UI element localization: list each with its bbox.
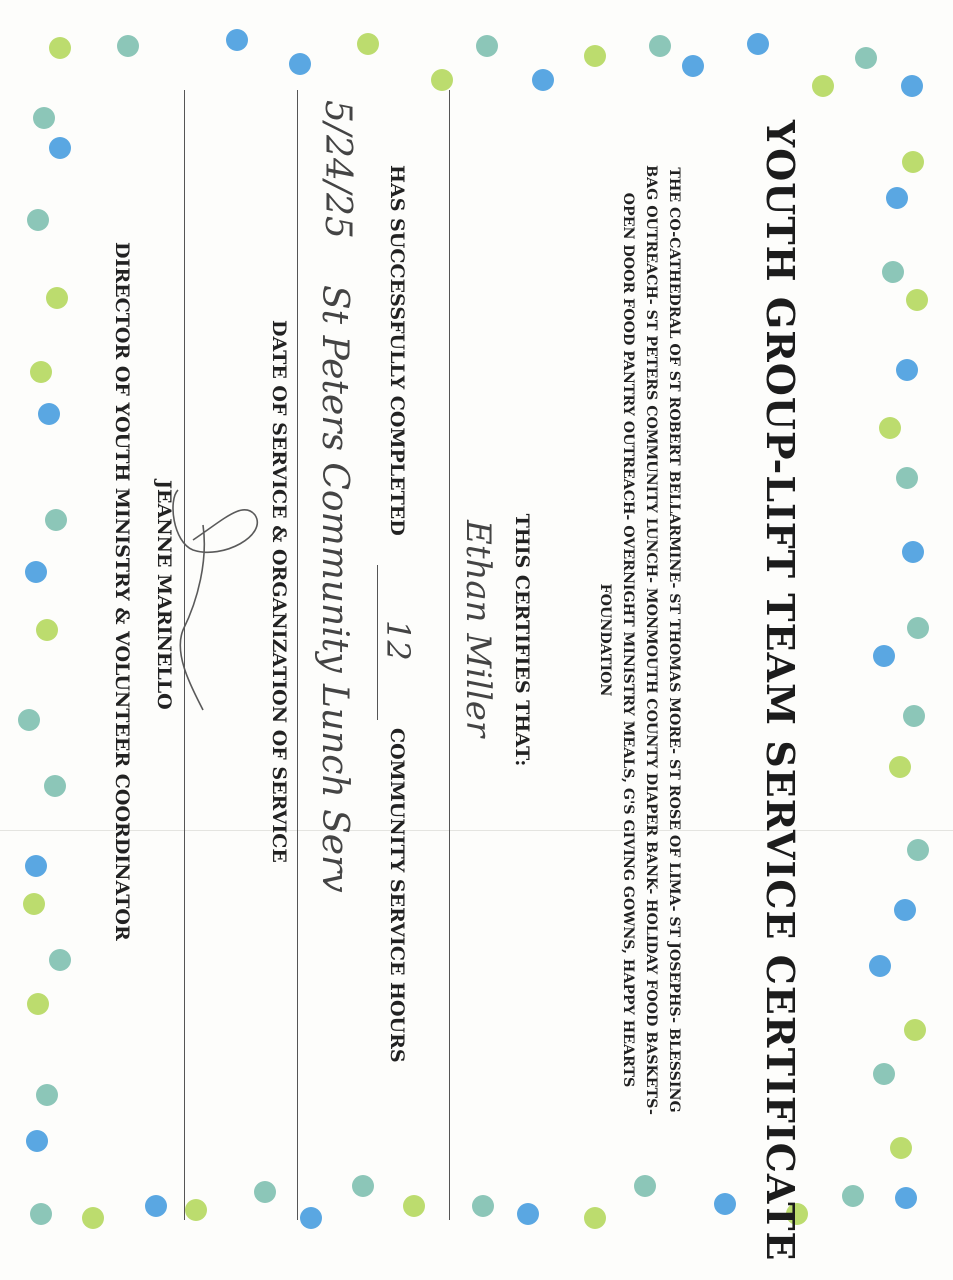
director-title: DIRECTOR OF YOUTH MINISTRY & VOLUNTEER COORDINATOR — [111, 242, 133, 941]
hours-line — [377, 565, 378, 720]
completed-label: HAS SUCCESSFULLY COMPLETED — [386, 165, 408, 536]
hours-handwritten: 12 — [379, 620, 417, 661]
organization-line: THE CO-CATHEDRAL OF ST ROBERT BELLARMINE- ST THOMAS MORE- ST ROSE OF LIMA- ST JOSEPHS- BLESSING — [666, 167, 682, 1113]
certifies-label: THIS CERTIFIES THAT: — [511, 513, 533, 767]
hours-label: COMMUNITY SERVICE HOURS — [386, 728, 408, 1063]
service-organization-handwritten: St Peters Community Lunch Serv — [314, 285, 355, 893]
date-organization-line — [297, 90, 298, 1220]
organization-line: FOUNDATION — [597, 583, 613, 697]
director-name: JEANNE MARINELLO — [153, 480, 175, 710]
signature-line — [184, 90, 185, 1220]
recipient-name-line — [449, 90, 450, 1220]
certificate-title: YOUTH GROUP-LIFT TEAM SERVICE CERTIFICATE — [758, 120, 803, 1262]
organization-list — [593, 60, 685, 1220]
date-organization-caption: DATE OF SERVICE & ORGANIZATION OF SERVICE — [268, 320, 290, 863]
organization-line: OPEN DOOR FOOD PANTRY OUTREACH- OVERNIGHT MINISTRY MEALS, G'S GIVING GOWNS, HAPPY HEARTS — [620, 192, 636, 1088]
service-date-handwritten: 5/24/25 — [317, 100, 358, 239]
organization-line: BAG OUTREACH- ST PETERS COMMUNITY LUNCH- MONMOUTH COUNTY DIAPER BANK- HOLIDAY FOOD BASKETS- — [643, 165, 659, 1115]
recipient-name-handwritten: Ethan Miller — [458, 520, 498, 738]
